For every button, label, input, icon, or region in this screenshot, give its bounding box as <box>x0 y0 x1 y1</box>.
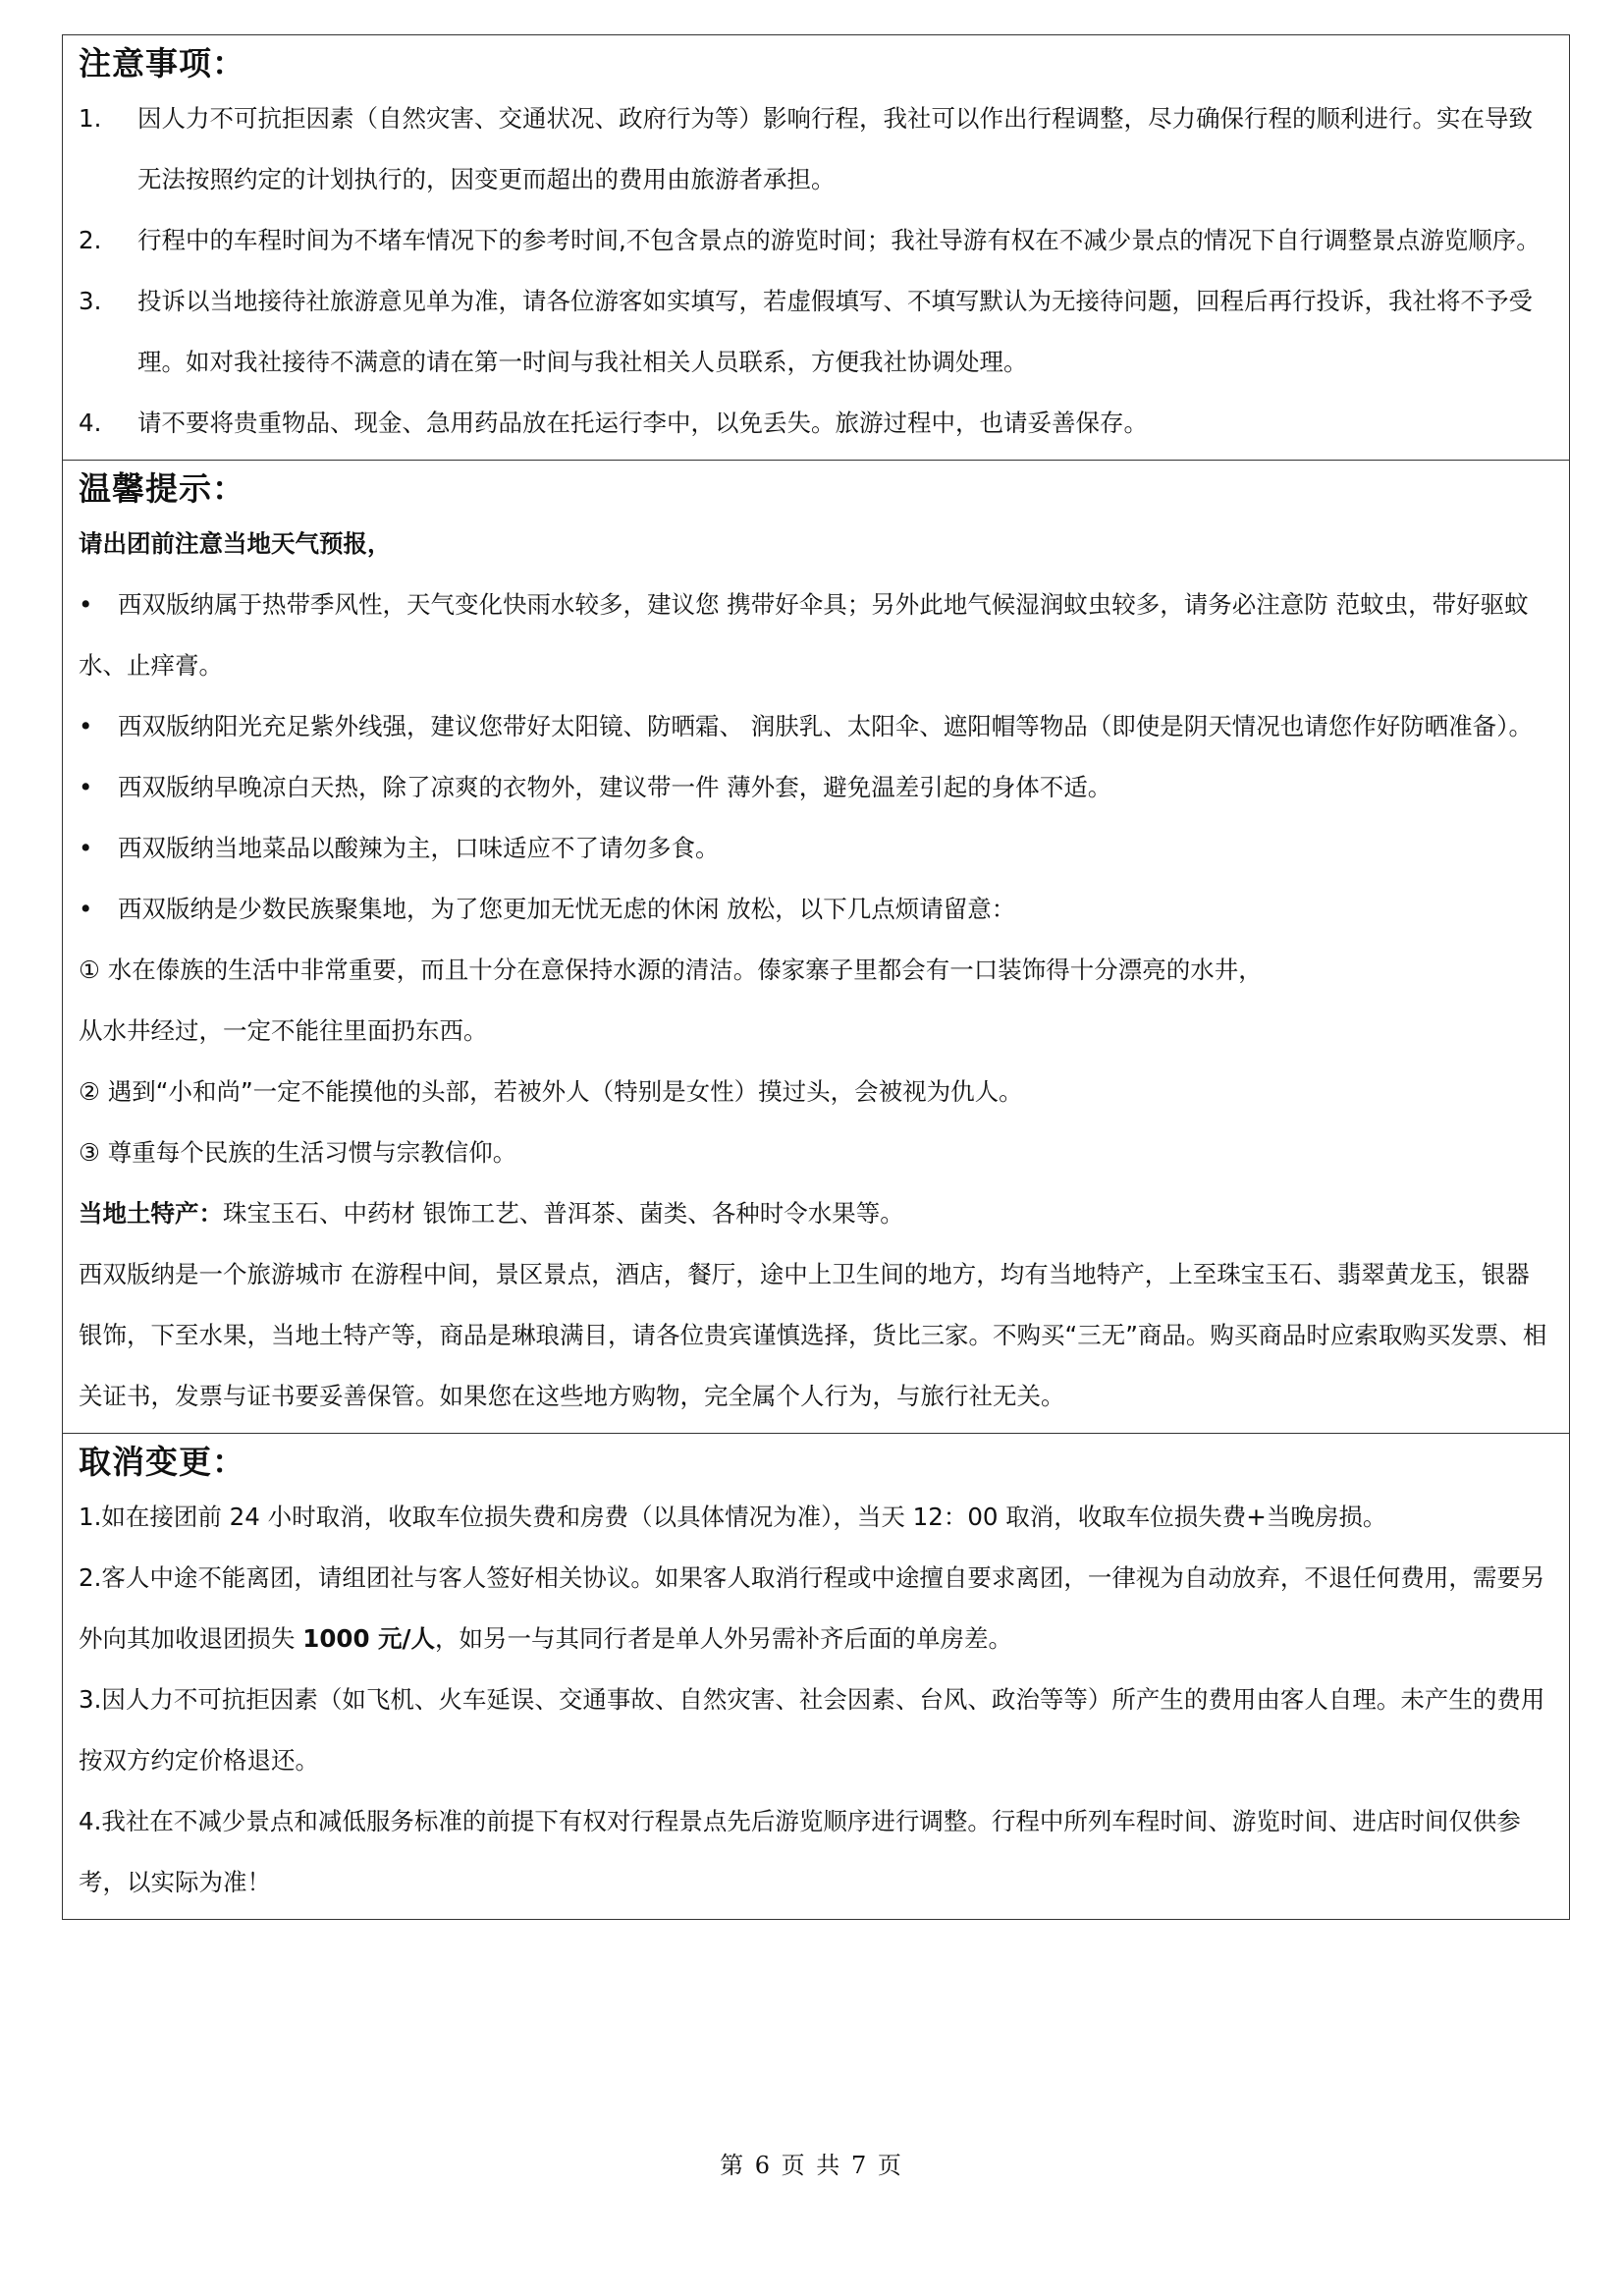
tip-bullet: • 西双版纳当地菜品以酸辣为主，口味适应不了请勿多食。 <box>79 818 1553 879</box>
document-body <box>62 34 1570 1920</box>
refund-fee: 1000 元/人 <box>302 1624 435 1653</box>
cancel-item: 2.客人中途不能离团，请组团社与客人签好相关协议。如果客人取消行程或中途擅自要求离团，一律视为自动放弃，不退任何费用，需要另外向其加收退团损失 1000 元/人，如另一与其同行者是单人外另需补齐后面的单房差。 <box>79 1563 1545 1653</box>
bullet-icon: • <box>79 590 93 619</box>
specialty-text: 珠宝玉石、中药材 银饰工艺、普洱茶、菌类、各种时令水果等。 <box>223 1199 904 1228</box>
tip-bullet: • 西双版纳属于热带季风性，天气变化快雨水较多，建议您 携带好伞具；另外此地气候湿润蚊虫较多，请务必注意防 范蚊虫，带好驱蚊水、止痒膏。 <box>79 574 1553 696</box>
notice-section <box>62 34 1570 461</box>
custom-note: ② 遇到“小和尚”一定不能摸他的头部，若被外人（特别是女性）摸过头，会被视为仇人。 <box>79 1077 1023 1106</box>
tip-bullet: • 西双版纳是少数民族聚集地，为了您更加无忧无虑的休闲 放松，以下几点烦请留意： <box>79 879 1553 940</box>
page-number: 第 6 页 共 7 页 <box>720 2152 903 2179</box>
cancel-item: 4.我社在不减少景点和减低服务标准的前提下有权对行程景点先后游览顺序进行调整。行程中所列车程时间、游览时间、进店时间仅供参考，以实际为准！ <box>79 1807 1521 1896</box>
notice-item: 2. 行程中的车程时间为不堵车情况下的参考时间,不包含景点的游览时间；我社导游有权在不减少景点的情况下自行调整景点游览顺序。 <box>79 226 1541 254</box>
tips-section <box>62 461 1570 1434</box>
bullet-icon: • <box>79 773 93 801</box>
custom-note: ③ 尊重每个民族的生活习惯与宗教信仰。 <box>79 1138 517 1167</box>
notice-item: 1. 因人力不可抗拒因素（自然灾害、交通状况、政府行为等）影响行程，我社可以作出行程调整，尽力确保行程的顺利进行。实在导致无法按照约定的计划执行的，因变更而超出的费用由旅游者承担。 <box>79 104 1533 193</box>
bullet-icon: • <box>79 712 93 740</box>
specialty-label: 当地土特产： <box>79 1199 223 1228</box>
notice-title: 注意事项： <box>79 44 245 82</box>
tip-bullet: • 西双版纳阳光充足紫外线强，建议您带好太阳镜、防晒霜、 润肤乳、太阳伞、遮阳帽等物品（即使是阴天情况也请您作好防晒准备）。 <box>79 696 1553 757</box>
cancel-item: 3.因人力不可抗拒因素（如飞机、火车延误、交通事故、自然灾害、社会因素、台风、政治等等）所产生的费用由客人自理。未产生的费用按双方约定价格退还。 <box>79 1685 1545 1775</box>
notice-item: 4. 请不要将贵重物品、现金、急用药品放在托运行李中，以免丢失。旅游过程中，也请妥善保存。 <box>79 409 1148 437</box>
cancel-item: 1.如在接团前 24 小时取消，收取车位损失费和房费（以具体情况为准），当天 12：00 取消，收取车位损失费+当晚房损。 <box>79 1503 1387 1531</box>
cancel-section <box>62 1434 1570 1920</box>
cancel-title: 取消变更： <box>79 1443 245 1481</box>
custom-note: ① 水在傣族的生活中非常重要，而且十分在意保持水源的清洁。傣家寨子里都会有一口装饰得十分漂亮的水井， <box>79 956 1263 984</box>
weather-heading: 请出团前注意当地天气预报， <box>79 529 392 558</box>
notice-item: 3. 投诉以当地接待社旅游意见单为准，请各位游客如实填写，若虚假填写、不填写默认为无接待问题，回程后再行投诉，我社将不予受理。如对我社接待不满意的请在第一时间与我社相关人员联系，方便我社协调处理。 <box>79 287 1533 376</box>
bullet-icon: • <box>79 895 93 923</box>
specialty-line <box>79 1183 1553 1244</box>
custom-note-continued: 从水井经过，一定不能往里面扔东西。 <box>79 1016 488 1045</box>
tip-bullet: • 西双版纳早晚凉白天热，除了凉爽的衣物外，建议带一件 薄外套，避免温差引起的身体不适。 <box>79 757 1553 818</box>
bullet-icon: • <box>79 834 93 862</box>
shopping-paragraph: 西双版纳是一个旅游城市 在游程中间，景区景点，酒店，餐厅，途中上卫生间的地方，均有当地特产，上至珠宝玉石、翡翠黄龙玉，银器银饰，下至水果，当地土特产等，商品是琳琅满目，请各位贵宾谨慎选择，货比三家。不购买“三无”商品。购买商品时应索取购买发票、相关证书，发票与证书要妥善保管。如果您在这些地方购物，完全属个人行为，与旅行社无关。 <box>79 1260 1547 1410</box>
tips-title: 温馨提示： <box>79 469 245 508</box>
